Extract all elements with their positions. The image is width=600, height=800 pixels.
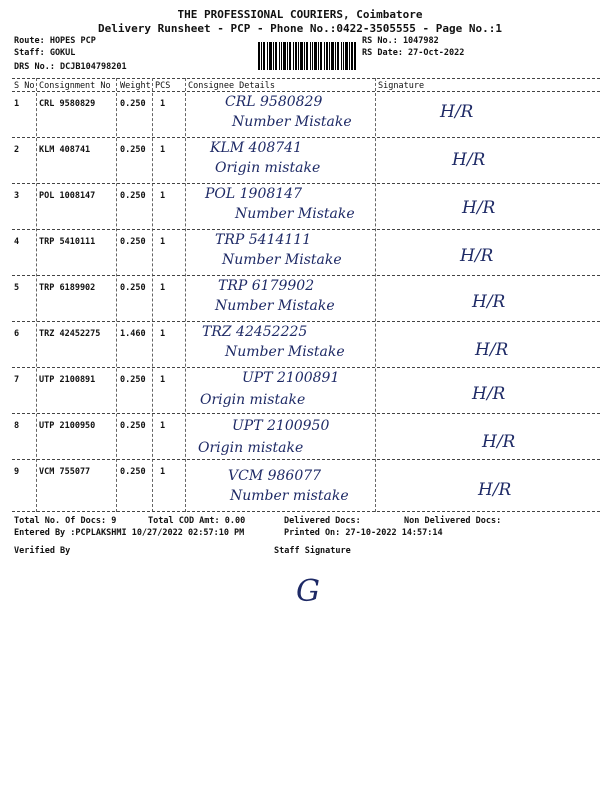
drs-number: DRS No.: DCJB104798201 <box>14 62 127 72</box>
total-docs: Total No. Of Docs: 9 <box>14 516 117 526</box>
row-consignment: CRL 9580829 <box>39 99 96 109</box>
printed-on: Printed On: 27-10-2022 14:57:14 <box>284 528 443 538</box>
row-weight: 0.250 <box>120 375 146 385</box>
handwritten-note: Number Mistake <box>222 252 342 268</box>
row-weight: 0.250 <box>120 99 146 109</box>
col-consignment: Consignment No <box>39 81 111 91</box>
row-sno: 2 <box>14 145 20 155</box>
row-consignment: POL 1008147 <box>39 191 96 201</box>
row-weight: 0.250 <box>120 467 146 477</box>
handwritten-note: Number Mistake <box>232 114 352 130</box>
runsheet-subtitle: Delivery Runsheet - PCP - Phone No.:0422-3505555 - Page No.:1 <box>98 22 502 35</box>
col-separator <box>152 78 153 512</box>
row-consignment: KLM 408741 <box>39 145 91 155</box>
handwritten-number: TRP 5414111 <box>215 232 312 248</box>
row-pcs: 1 <box>160 283 166 293</box>
handwritten-note: Number Mistake <box>225 344 345 360</box>
row-pcs: 1 <box>160 467 166 477</box>
row-consignment: TRP 6189902 <box>39 283 96 293</box>
row-sno: 8 <box>14 421 20 431</box>
signature-mark: H/R <box>482 432 516 452</box>
row-sno: 3 <box>14 191 20 201</box>
row-consignment: TRP 5410111 <box>39 237 96 247</box>
row-rule <box>12 137 600 138</box>
row-rule <box>12 275 600 276</box>
row-pcs: 1 <box>160 421 166 431</box>
row-weight: 0.250 <box>120 237 146 247</box>
row-sno: 5 <box>14 283 20 293</box>
col-consignee: Consignee Details <box>188 81 275 91</box>
col-separator <box>185 78 186 512</box>
non-delivered-docs: Non Delivered Docs: <box>404 516 502 526</box>
row-sno: 9 <box>14 467 20 477</box>
handwritten-note: Origin mistake <box>215 160 321 176</box>
rs-number: RS No.: 1047982 <box>362 36 439 46</box>
handwritten-number: KLM 408741 <box>210 140 302 156</box>
row-sno: 4 <box>14 237 20 247</box>
col-pcs: PCS <box>155 81 171 91</box>
col-weight: Weight <box>120 81 151 91</box>
signature-mark: H/R <box>462 198 496 218</box>
row-sno: 1 <box>14 99 20 109</box>
row-weight: 0.250 <box>120 191 146 201</box>
col-separator <box>116 78 117 512</box>
barcode <box>258 42 356 70</box>
route-label: Route: HOPES PCP <box>14 36 96 46</box>
row-rule <box>12 183 600 184</box>
handwritten-number: CRL 9580829 <box>225 94 323 110</box>
row-weight: 0.250 <box>120 145 146 155</box>
col-sno: S No <box>14 81 35 91</box>
row-sno: 6 <box>14 329 20 339</box>
handwritten-number: VCM 986077 <box>228 468 322 484</box>
row-pcs: 1 <box>160 191 166 201</box>
row-pcs: 1 <box>160 237 166 247</box>
table-header-rule <box>12 91 600 92</box>
delivered-docs: Delivered Docs: <box>284 516 361 526</box>
signature-mark: H/R <box>460 246 494 266</box>
staff-label: Staff: GOKUL <box>14 48 76 58</box>
col-separator <box>375 78 376 512</box>
row-consignment: UTP 2100950 <box>39 421 96 431</box>
row-rule <box>12 459 600 460</box>
handwritten-number: POL 1908147 <box>205 186 302 202</box>
handwritten-number: UPT 2100891 <box>242 370 340 386</box>
table-bottom-rule <box>12 511 600 512</box>
signature-mark: H/R <box>440 102 474 122</box>
entered-by: Entered By :PCPLAKSHMI 10/27/2022 02:57:10 PM <box>14 528 245 538</box>
rs-date: RS Date: 27-Oct-2022 <box>362 48 465 58</box>
staff-signature-label: Staff Signature <box>274 546 351 556</box>
row-weight: 0.250 <box>120 283 146 293</box>
signature-mark: H/R <box>472 384 506 404</box>
company-title: THE PROFESSIONAL COURIERS, Coimbatore <box>177 8 423 21</box>
handwritten-number: TRZ 42452225 <box>202 324 308 340</box>
row-rule <box>12 413 600 414</box>
row-consignment: UTP 2100891 <box>39 375 96 385</box>
row-weight: 0.250 <box>120 421 146 431</box>
handwritten-number: UPT 2100950 <box>232 418 330 434</box>
handwritten-note: Number Mistake <box>215 298 335 314</box>
table-top-rule <box>12 78 600 79</box>
row-rule <box>12 229 600 230</box>
handwritten-note: Origin mistake <box>200 392 306 408</box>
signature-mark: H/R <box>478 480 512 500</box>
handwritten-number: TRP 6179902 <box>218 278 315 294</box>
row-sno: 7 <box>14 375 20 385</box>
row-pcs: 1 <box>160 375 166 385</box>
signature-mark: H/R <box>475 340 509 360</box>
row-rule <box>12 321 600 322</box>
row-weight: 1.460 <box>120 329 146 339</box>
handwritten-note: Number Mistake <box>235 206 355 222</box>
row-rule <box>12 367 600 368</box>
verified-by: Verified By <box>14 546 71 556</box>
row-pcs: 1 <box>160 329 166 339</box>
row-pcs: 1 <box>160 145 166 155</box>
staff-signature-mark: G <box>296 574 320 609</box>
row-consignment: VCM 755077 <box>39 467 91 477</box>
handwritten-note: Number mistake <box>230 488 349 504</box>
handwritten-note: Origin mistake <box>198 440 304 456</box>
signature-mark: H/R <box>472 292 506 312</box>
signature-mark: H/R <box>452 150 486 170</box>
total-cod: Total COD Amt: 0.00 <box>148 516 246 526</box>
col-signature: Signature <box>378 81 425 91</box>
col-separator <box>36 78 37 512</box>
row-consignment: TRZ 42452275 <box>39 329 101 339</box>
row-pcs: 1 <box>160 99 166 109</box>
